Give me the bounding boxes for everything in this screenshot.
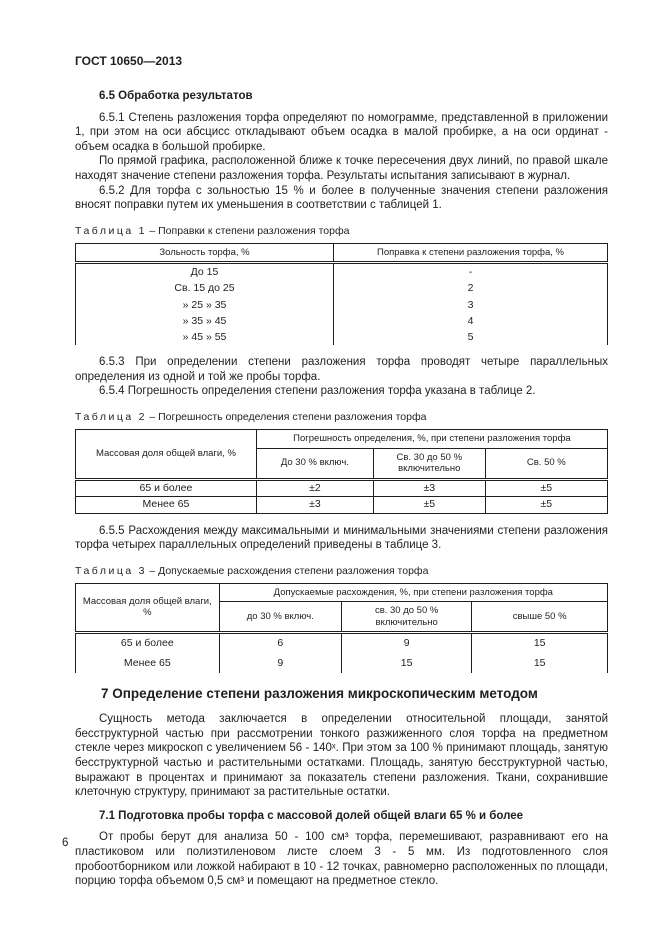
table2-caption	[75, 411, 608, 424]
paragraph-6-5-4: 6.5.4 Погрешность определения степени разложения торфа указана в таблице 2.	[99, 385, 536, 398]
table-row	[76, 297, 608, 313]
table3-caption-word: Таблица	[75, 564, 134, 577]
heading-6-5: 6.5 Обработка результатов	[99, 90, 253, 102]
table1-cell: Св. 15 до 25	[76, 280, 334, 296]
table3-cell: 65 и более	[76, 633, 220, 654]
table1-col2-header: Поправка к степени разложения торфа, %	[334, 243, 608, 263]
table2-caption-title: – Погрешность определения степени разложения торфа	[149, 411, 427, 424]
table3-cell: 15	[472, 654, 608, 674]
table2-group-header-row	[76, 430, 608, 449]
table3	[75, 583, 608, 674]
table-row	[76, 654, 608, 674]
paragraph-7-1: От пробы берут для анализа 50 - 100 см³ торфа, перемешивают, разравнивают его на пластиковом или полиэтиленовом листе слоем 3 - 5 мм. Из подготовленного слоя пробоотборником или ложкой набирают в 10 - 12 точках, равномерно расположенных по площади, порцию торфа объемом 0,5 см³ и помещают на предметное стекло.	[75, 831, 608, 888]
table2-cell: ±5	[485, 497, 607, 514]
table1-cell: 4	[334, 313, 608, 329]
table1-cell: 3	[334, 297, 608, 313]
table2-cell: Менее 65	[76, 497, 257, 514]
heading-7: 7 Определение степени разложения микроскопическим методом	[101, 686, 538, 702]
table1-cell: » 35 » 45	[76, 313, 334, 329]
table2-group-header: Погрешность определения, %, при степени разложения торфа	[256, 430, 607, 449]
table2-cell: 65 и более	[76, 479, 257, 497]
table1-caption	[75, 225, 608, 238]
table3-group-header-row	[76, 583, 608, 602]
table1-caption-title: – Поправки к степени разложения торфа	[149, 224, 350, 237]
document-header: ГОСТ 10650—2013	[75, 54, 183, 68]
table-row	[76, 280, 608, 296]
table1-caption-word: Таблица	[75, 224, 134, 237]
paragraph-7-intro: Сущность метода заключается в определении относительной площади, занятой бесструктурной частью при рассмотрении тонкого разжиженного слоя торфа на предметном стекле через микроскоп с увеличением 56 - 140ˣ. При этом за 100 % принимают площадь, занятую бесструктурной частью и растительными остатками. Площадь, занятую бесструктурной частью, выражают в процентах и принимают за показатель степени разложения. Ткани, сохранившие клеточную структуру, принимают за растительные остатки.	[75, 713, 608, 799]
table-row	[76, 263, 608, 281]
table3-caption-number: 3	[138, 564, 145, 577]
table1-cell: » 25 » 35	[76, 297, 334, 313]
table3-caption	[75, 565, 608, 578]
table-row	[76, 479, 608, 497]
table-row	[76, 313, 608, 329]
paragraph-6-5-1: 6.5.1 Степень разложения торфа определяют по номограмме, представленной в приложении 1, при этом на оси абсцисс откладывают объем осадка в малой пробирке, а на оси ординат - объем осадка в большой пробирке.	[75, 111, 608, 153]
table1-header-row	[76, 243, 608, 263]
table3-cell: Менее 65	[76, 654, 220, 674]
table3-col1-header: Массовая доля общей влаги, %	[76, 583, 220, 633]
table2-cell: ±5	[485, 479, 607, 497]
page-number: 6	[62, 837, 69, 849]
table2-cell: ±3	[256, 497, 373, 514]
table2-caption-word: Таблица	[75, 411, 134, 424]
table2-caption-number: 2	[138, 411, 145, 424]
table3-subheader: до 30 % включ.	[219, 602, 341, 633]
table3-subheader: свыше 50 %	[472, 602, 608, 633]
table1-caption-number: 1	[138, 224, 145, 237]
table2-cell: ±5	[373, 497, 485, 514]
paragraph-6-5-3: 6.5.3 При определении степени разложения торфа проводят четыре параллельных определения из одной и той же пробы торфа.	[75, 356, 608, 383]
table2-subheader: Св. 30 до 50 % включительно	[373, 448, 485, 479]
table2-cell: ±2	[256, 479, 373, 497]
table1-cell: 2	[334, 280, 608, 296]
table-row	[76, 329, 608, 345]
table1-cell: » 45 » 55	[76, 329, 334, 345]
table1-cell: 5	[334, 329, 608, 345]
table2-subheader: Св. 50 %	[485, 448, 607, 479]
table1-cell: До 15	[76, 263, 334, 281]
table3-cell: 9	[341, 633, 471, 654]
table3-cell: 9	[219, 654, 341, 674]
paragraph-6-5-5: 6.5.5 Расхождения между максимальными и минимальными значениями степени разложения торфа четырех параллельных определений приведены в таблице 3.	[75, 524, 608, 552]
paragraph-6-5-1b: По прямой графика, расположенной ближе к точке пересечения двух линий, по правой шкале находят значение степени разложения торфа. Результаты испытания записывают в журнал.	[75, 155, 608, 182]
table-row	[76, 633, 608, 654]
page-content	[75, 54, 608, 889]
table-row	[76, 497, 608, 514]
table1-col1-header: Зольность торфа, %	[76, 243, 334, 263]
table3-subheader: св. 30 до 50 % включительно	[341, 602, 471, 633]
heading-7-1: 7.1 Подготовка пробы торфа с массовой долей общей влаги 65 % и более	[99, 809, 524, 822]
table3-cell: 6	[219, 633, 341, 654]
table1	[75, 243, 608, 346]
table2-col1-header: Массовая доля общей влаги, %	[76, 430, 257, 480]
paragraph-6-5-2: 6.5.2 Для торфа с зольностью 15 % и более в полученные значения степени разложения вносят поправки путем их уменьшения в соответствии с таблицей 1.	[75, 184, 608, 212]
table3-cell: 15	[472, 633, 608, 654]
table2-cell: ±3	[373, 479, 485, 497]
table2-subheader: До 30 % включ.	[256, 448, 373, 479]
table3-cell: 15	[341, 654, 471, 674]
table1-cell: -	[334, 263, 608, 281]
table3-caption-title: – Допускаемые расхождения степени разложения торфа	[149, 564, 429, 577]
table3-group-header: Допускаемые расхождения, %, при степени разложения торфа	[219, 583, 607, 602]
table2	[75, 429, 608, 514]
